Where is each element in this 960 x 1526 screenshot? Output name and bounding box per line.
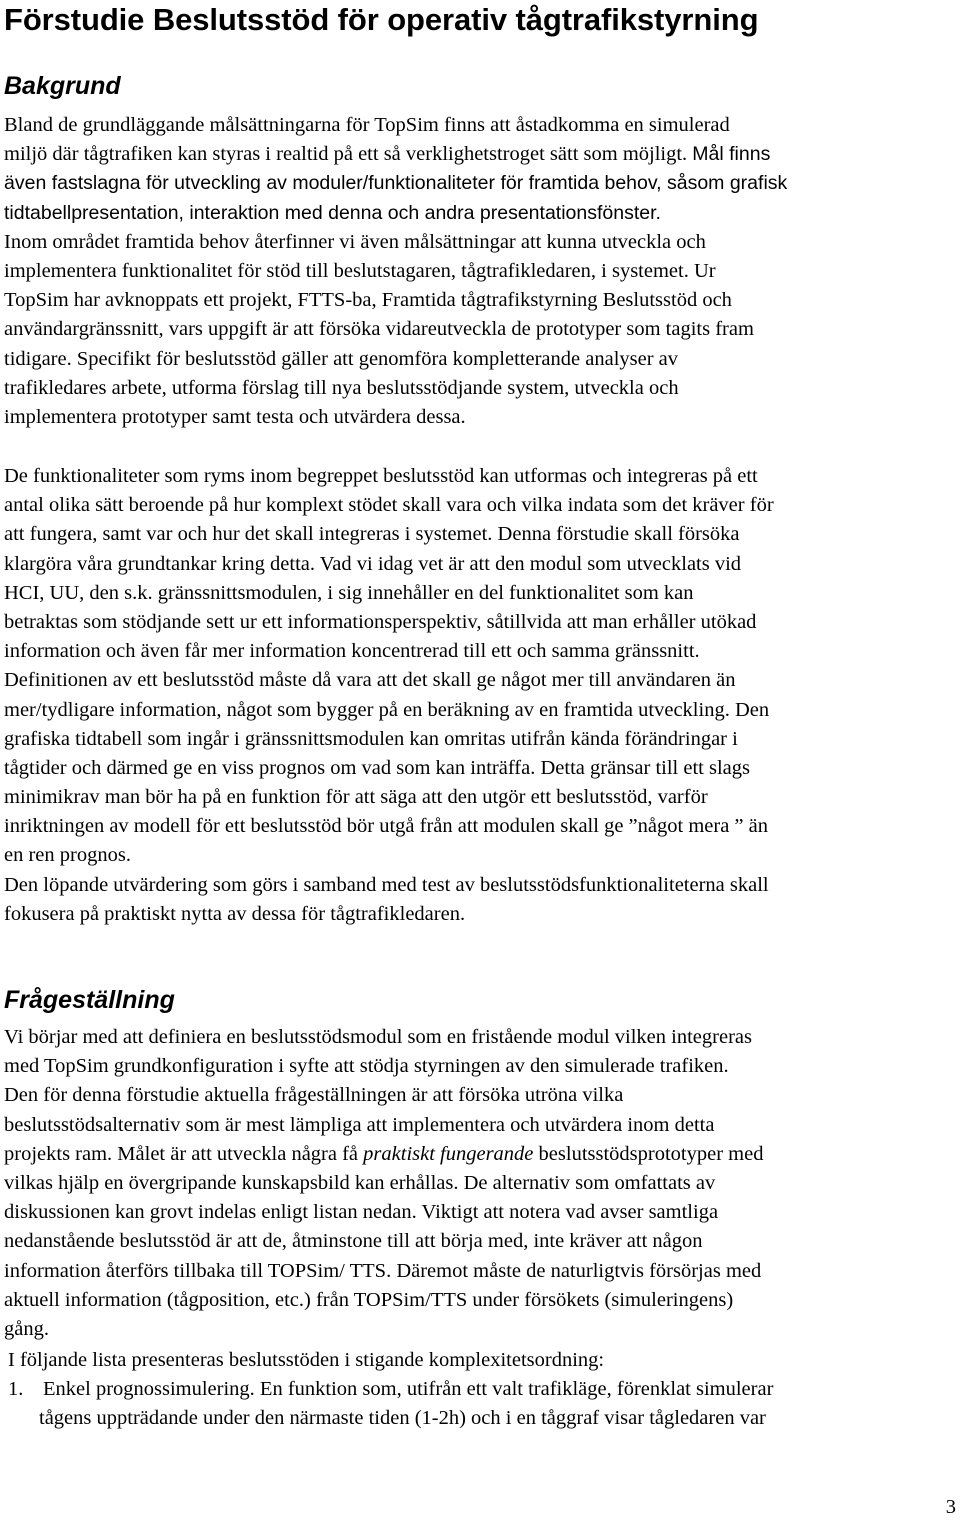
text-line-tail: Ur <box>693 259 716 282</box>
text-line: Den för denna förstudie aktuella frågeställningen är att försöka utröna vilka <box>4 1084 624 1107</box>
text-line: projekts ram. Målet är att utveckla några få <box>4 1142 364 1165</box>
document-title: Förstudie Beslutsstöd för operativ tågtrafikstyrning <box>4 2 759 37</box>
text-line: Den löpande utvärdering som görs i samband med test av beslutsstödsfunktionaliteterna skall <box>4 873 769 896</box>
text-line: HCI, UU, den s.k. gränssnittsmodulen, i sig innehåller en del funktionalitet som kan <box>4 581 694 604</box>
text-line: betraktas som stödjande sett ur ett informationsperspektiv, såtillvida att man erhåller utökad <box>4 610 757 633</box>
text-line: Inom området framtida behov återfinner vi även målsättningar att kunna utveckla och <box>4 230 706 253</box>
text-line: TopSim har avknoppats ett projekt, FTTS-ba, Framtida tågtrafikstyrning Beslutsstöd och <box>4 289 732 312</box>
text-line: grafiska tidtabell som ingår i gränssnittsmodulen kan omritas utifrån kända förändringar i <box>4 727 738 750</box>
text-line: information återförs tillbaka till TOPSim/ TTS. Däremot måste de naturligtvis försörjas med <box>4 1259 762 1282</box>
text-line: miljö där tågtrafiken kan styras i realtid på ett så verklighetstroget sätt som möjligt. <box>4 143 688 166</box>
text-line: klargöra våra grundtankar kring detta. Vad vi idag vet är att den modul som utvecklats vid <box>4 552 742 575</box>
text-line: implementera funktionalitet för stöd till beslutstagaren, tågtrafikledaren, i systemet. <box>4 259 689 282</box>
text-line: aktuell information (tågposition, etc.) från TOPSim/TTS under försökets (simuleringens) <box>4 1288 734 1311</box>
text-line: med TopSim grundkonfiguration i syfte att stödja styrningen av den simulerade trafiken. <box>4 1055 729 1078</box>
list-number: 1. <box>8 1378 24 1401</box>
text-line-tail: beslutsstödsprototyper med <box>533 1142 764 1165</box>
text-line: Definitionen av ett beslutsstöd måste då vara att det skall ge något mer till användaren än <box>4 669 736 692</box>
list-intro: I följande lista presenteras beslutsstöden i stigande komplexitetsordning: <box>8 1349 605 1371</box>
text-line: implementera prototyper samt testa och utvärdera dessa. <box>4 405 466 428</box>
text-line: fokusera på praktiskt nytta av dessa för tågtrafikledaren. <box>4 902 466 925</box>
text-line: inriktningen av modell för ett beslutsstöd bör utgå från att modulen skall ge ”något mera ” än <box>4 815 768 838</box>
text-line: Bland de grundläggande målsättningarna för TopSim finns att åstadkomma en simulerad <box>4 114 730 136</box>
text-line: tågtider och därmed ge en viss prognos om vad som kan inträffa. Detta gränsar till ett slags <box>4 756 750 779</box>
text-line: Vi börjar med att definiera en beslutsstödsmodul som en fristående modul vilken integreras <box>4 1026 752 1048</box>
emphasis-text: praktiskt fungerande <box>363 1142 534 1165</box>
text-line-tail: Mål finns <box>692 143 771 166</box>
paragraph-fragestallning-1 <box>4 1023 763 1344</box>
text-line: vilkas hjälp en övergripande kunskapsbild kan erhållas. De alternativ som omfattats av <box>4 1171 716 1194</box>
text-line: tidigare. <box>4 347 72 370</box>
paragraph-bakgrund-2 <box>4 462 774 929</box>
text-line: De funktionaliteter som ryms inom begreppet beslutsstöd kan utformas och integreras på ett <box>4 465 758 487</box>
text-line: tidtabellpresentation, interaktion med denna och andra presentationsfönster. <box>4 201 661 224</box>
page-number: 3 <box>945 1496 956 1518</box>
text-line: Enkel prognossimulering. En funktion som, utifrån ett valt trafikläge, förenklat simulerar <box>43 1378 774 1401</box>
section-heading-fragestallning: Frågeställning <box>4 986 175 1014</box>
text-line: antal olika sätt beroende på hur komplext stödet skall vara och vilka indata som det kräver för <box>4 494 774 517</box>
text-line: en ren prognos. <box>4 844 131 867</box>
text-line: mer/tydligare information, något som bygger på en beräkning av en framtida utveckling. Den <box>4 698 770 721</box>
text-line: användargränssnitt, vars uppgift är att försöka vidareutveckla de prototyper som tagits fram <box>4 318 754 341</box>
text-line: diskussionen kan grovt indelas enligt listan nedan. Viktigt att notera vad avser samtliga <box>4 1201 719 1224</box>
section-heading-bakgrund: Bakgrund <box>4 72 121 100</box>
text-line-tail: Specifikt för beslutsstöd gäller att genomföra kompletterande analyser av <box>76 347 679 370</box>
text-line: gång. <box>4 1317 49 1340</box>
paragraph-bakgrund-1 <box>4 111 787 432</box>
text-line: att fungera, samt var och hur det skall integreras i systemet. Denna förstudie skall försöka <box>4 523 740 546</box>
text-line: tågens uppträdande under den närmaste tiden (1-2h) och i en tåggraf visar tågledaren var <box>39 1407 766 1430</box>
text-line: minimikrav man bör ha på en funktion för att säga att den utgör ett beslutsstöd, varför <box>4 786 708 809</box>
text-line: beslutsstödsalternativ som är mest lämpliga att implementera och utvärdera inom detta <box>4 1113 715 1136</box>
list-item <box>4 1375 773 1433</box>
paragraph-fragestallning-2 <box>4 1346 773 1434</box>
text-line: även fastslagna för utveckling av moduler/funktionaliteter för framtida behov, såsom grafisk <box>4 172 788 195</box>
text-line: information och även får mer information koncentrerad till ett och samma gränssnitt. <box>4 640 700 663</box>
text-line: nedanstående beslutsstöd är att de, åtminstone till att börja med, inte kräver att någon <box>4 1230 703 1253</box>
text-line: trafikledares arbete, utforma förslag till nya beslutsstödjande system, utveckla och <box>4 376 679 399</box>
